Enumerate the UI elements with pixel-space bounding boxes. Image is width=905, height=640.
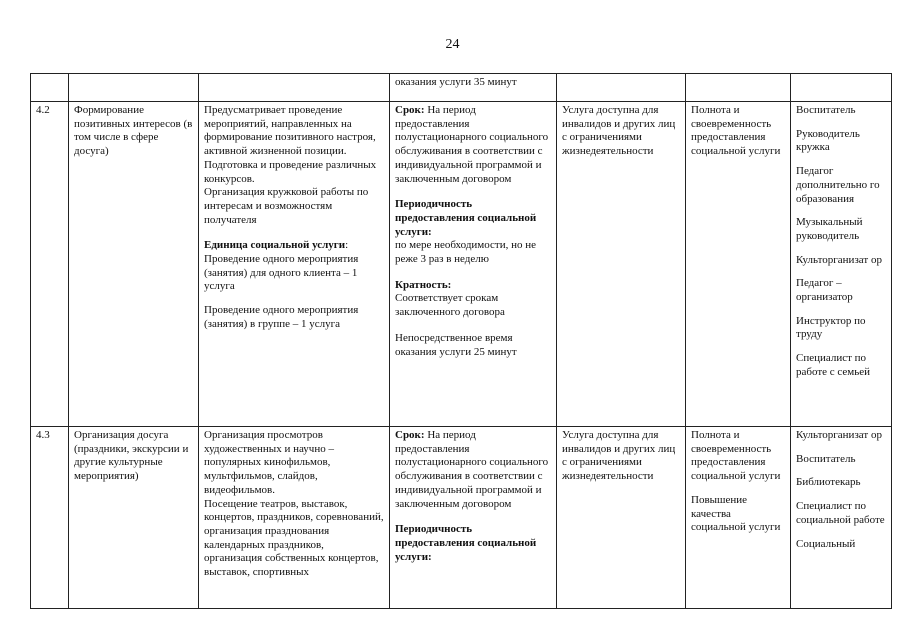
- unit-text: Проведение одного мероприятия (занятия) в группе – 1 услуга: [204, 304, 359, 330]
- unit-label: Единица социальной услуги: [204, 239, 346, 252]
- staff-item: Музыкальный руководитель: [796, 216, 863, 242]
- period-label: Периодичность предоставления социальной услуги:: [395, 198, 537, 238]
- quality-text: Полнота и своевременность предоставления социальной услуги: [691, 429, 781, 483]
- cell-staff: [791, 102, 892, 427]
- cell-staff: [791, 427, 892, 609]
- page-number: 24: [445, 37, 460, 52]
- time-text: Непосредственное время оказания услуги 25 минут: [395, 331, 517, 358]
- cell-terms: [390, 427, 557, 609]
- cell-terms: [390, 102, 557, 427]
- description-text: Организация кружковой работы по интересам и возможностям получателя: [204, 186, 369, 226]
- term-text: На период предоставления полустационарного социального обслуживания в соответствии с индивидуальной программой и заключенным договором: [395, 429, 549, 510]
- period-text: по мере необходимости, но не реже 3 раз в неделю: [395, 239, 537, 266]
- cell-empty: [686, 74, 791, 102]
- cell-empty: [31, 74, 69, 102]
- cell-conditions: [557, 427, 686, 609]
- description-text: Предусматривает проведение мероприятий, направленных на формирование позитивного настроя, активной жизненной позиции. Подготовка и проведение различных конкурсов.: [204, 104, 377, 185]
- unit-colon: :: [345, 239, 349, 252]
- term-text: На период предоставления полустационарного социального обслуживания в соответствии с индивидуальной программой и заключенным договором: [395, 104, 549, 185]
- time-text: оказания услуги 35 минут: [395, 76, 517, 88]
- table-row: [31, 102, 892, 427]
- cell-quality: [686, 427, 791, 609]
- staff-item: Библиотекарь: [796, 476, 861, 489]
- multiplicity-text: Соответствует срокам заключенного договора: [395, 292, 505, 319]
- staff-item: Инструктор по труду: [796, 314, 866, 341]
- table-row: [31, 427, 892, 609]
- staff-item: Воспитатель: [796, 452, 856, 465]
- cell-description: [199, 102, 390, 427]
- term-label: Срок:: [395, 429, 425, 441]
- period-label: Периодичность предоставления социальной услуги:: [395, 523, 537, 563]
- cell-empty: [791, 74, 892, 102]
- term-label: Срок:: [395, 104, 425, 116]
- multiplicity-label: Кратность:: [395, 278, 452, 291]
- services-table: [30, 73, 892, 609]
- cell-number: [31, 102, 69, 427]
- cell-empty: [557, 74, 686, 102]
- staff-item: Культорганизат ор: [796, 429, 882, 441]
- staff-item: Воспитатель: [796, 104, 856, 116]
- service-name: Организация досуга (праздники, экскурсии и другие культурные мероприятия): [74, 429, 189, 483]
- description-text: Организация просмотров художественных и научно – популярных кинофильмов, мультфильмов, слайдов, видеофильмов.: [204, 429, 334, 496]
- cell-quality: [686, 102, 791, 427]
- cell-description: [199, 427, 390, 609]
- conditions-text: Услуга доступна для инвалидов и других лиц с ограничениями жизнедеятельности: [562, 429, 676, 483]
- table-row: [31, 74, 892, 102]
- quality-text: Полнота и своевременность предоставления социальной услуги: [691, 104, 781, 158]
- unit-text: Проведение одного мероприятия (занятия) для одного клиента – 1 услуга: [204, 253, 359, 293]
- row-number: 4.2: [36, 104, 50, 116]
- cell-number: [31, 427, 69, 609]
- service-name: Формирование позитивных интересов (в том числе в сфере досуга): [74, 104, 193, 158]
- quality-text: Повышение качества социальной услуги: [691, 493, 781, 534]
- cell-empty: [199, 74, 390, 102]
- description-text: Посещение театров, выставок, концертов, праздников, соревнований, организация празднования календарных праздников, организация собственных концертов, выставок, спортивных: [204, 497, 384, 579]
- staff-item: Специалист по социальной работе: [796, 500, 885, 526]
- cell-conditions: [557, 102, 686, 427]
- staff-item: Социальный: [796, 537, 856, 550]
- staff-item: Руководитель кружка: [796, 127, 860, 154]
- cell-time: [390, 74, 557, 102]
- cell-empty: [69, 74, 199, 102]
- cell-service-name: [69, 427, 199, 609]
- staff-item: Педагог дополнительно го образования: [796, 165, 880, 205]
- staff-item: Культорганизат ор: [796, 253, 882, 266]
- conditions-text: Услуга доступна для инвалидов и других лиц с ограничениями жизнедеятельности: [562, 104, 676, 158]
- cell-service-name: [69, 102, 199, 427]
- staff-item: Педагог – организатор: [796, 277, 853, 304]
- row-number: 4.3: [36, 429, 50, 441]
- staff-item: Специалист по работе с семьей: [796, 352, 871, 378]
